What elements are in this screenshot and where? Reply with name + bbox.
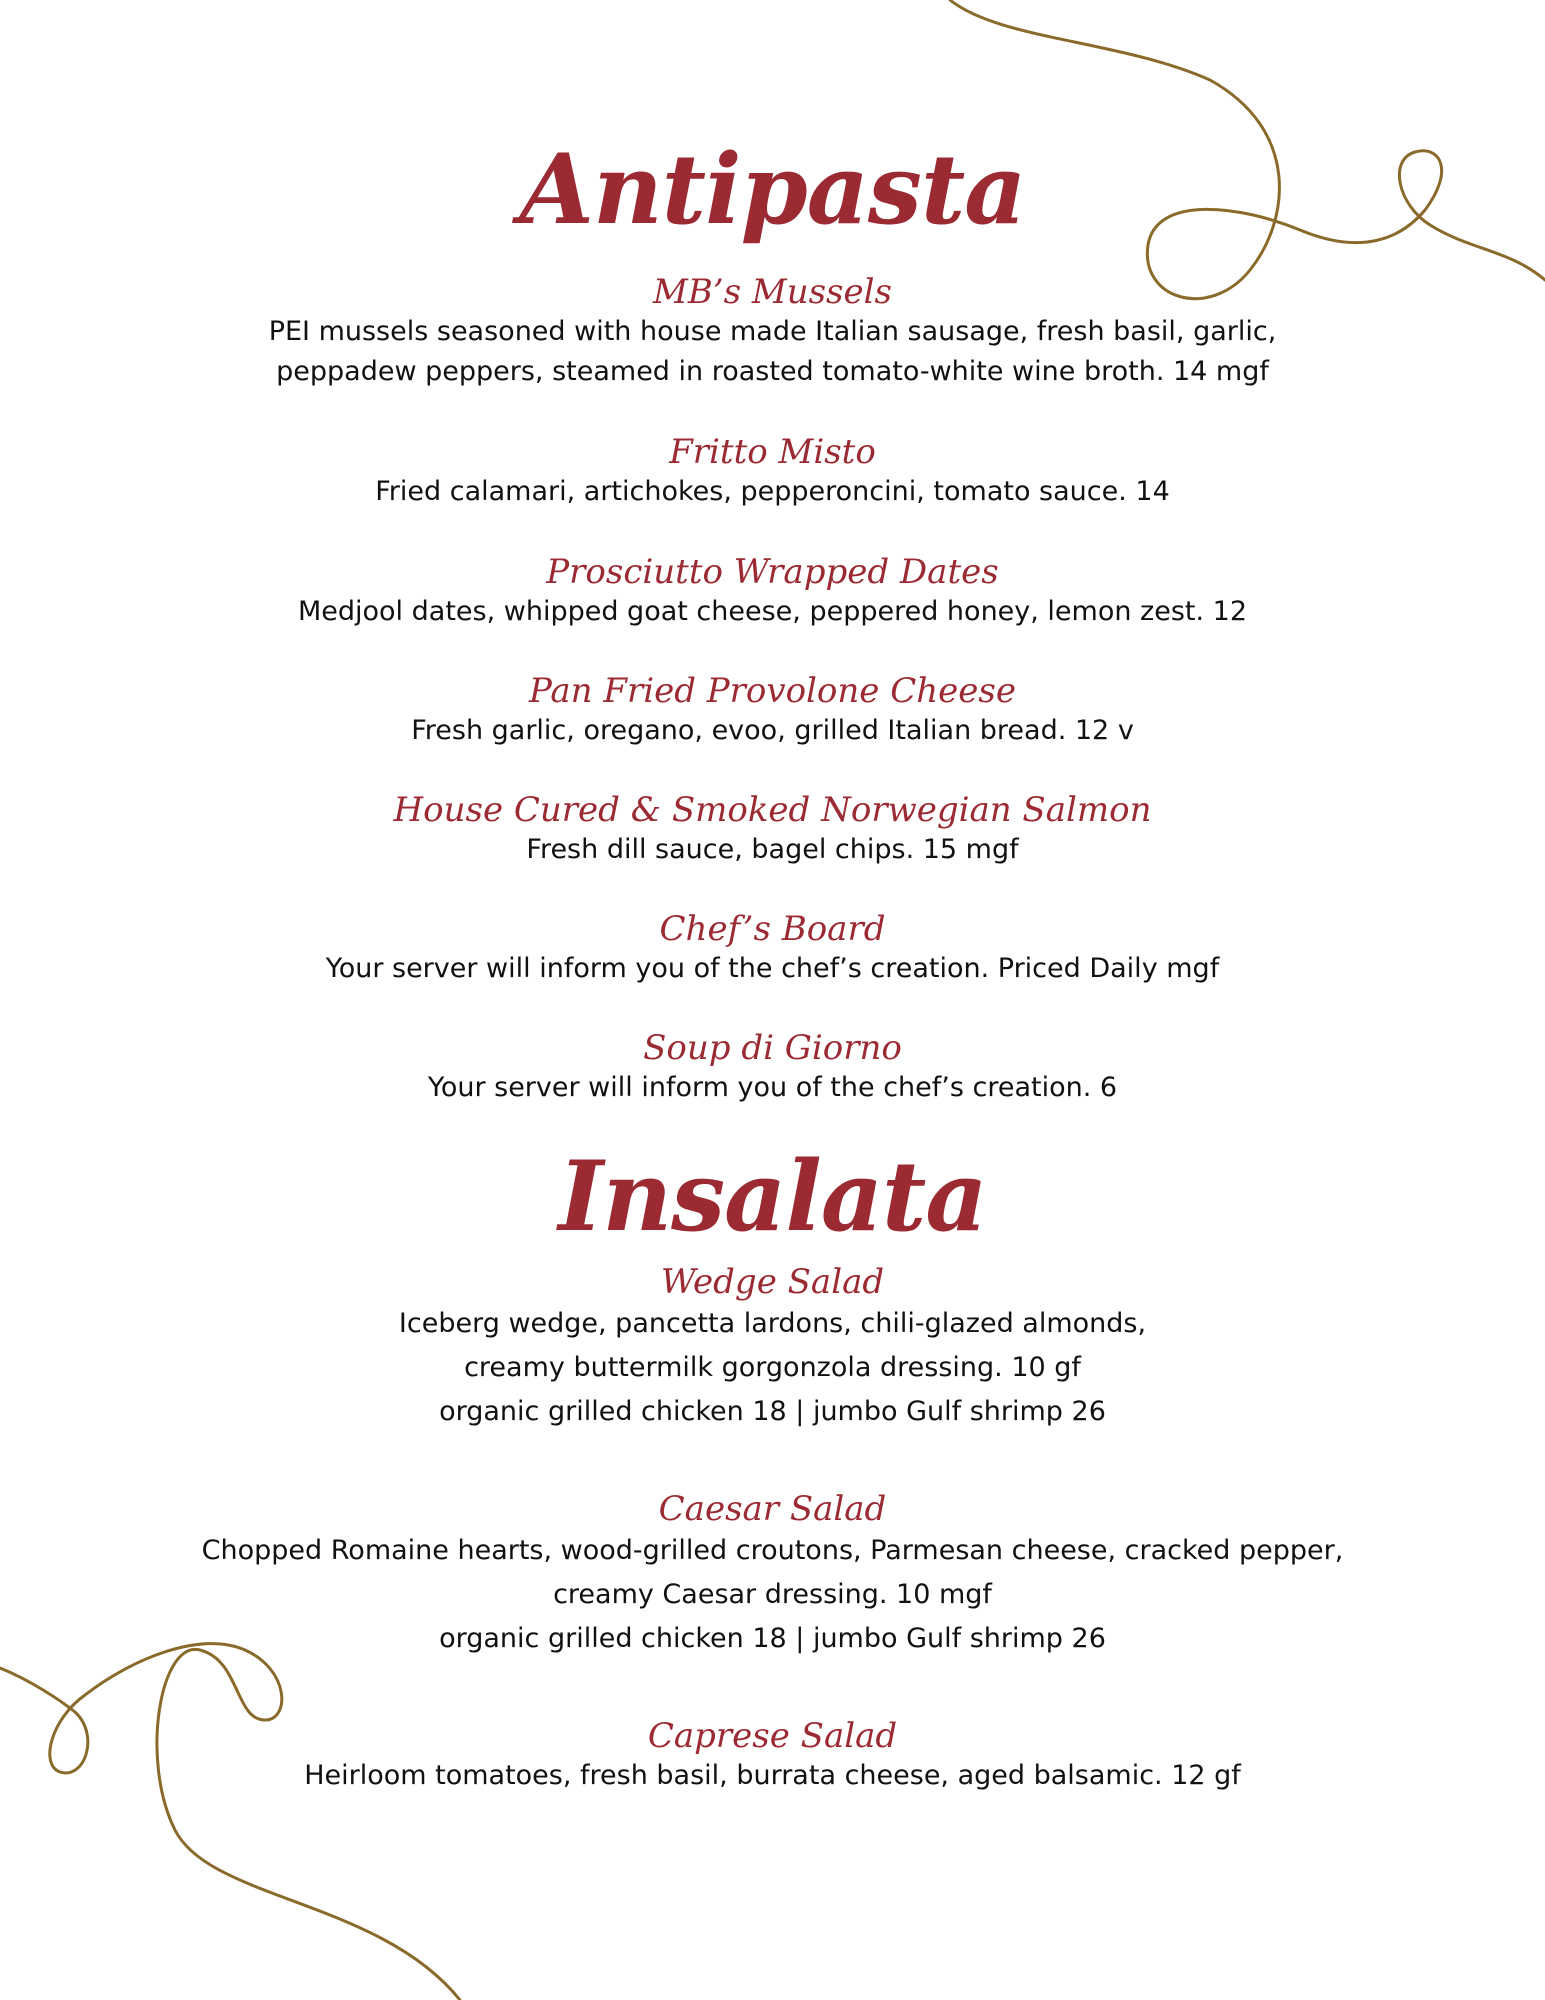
menu-item-mussels <box>0 272 1545 392</box>
menu-item-prosciutto-dates <box>0 552 1545 632</box>
item-name: Chef’s Board <box>659 909 886 949</box>
item-name: Caprese Salad <box>647 1716 898 1756</box>
menu-item-soup <box>0 1028 1545 1108</box>
section-title-insalata: Insalata <box>558 1140 987 1253</box>
item-name: Soup di Giorno <box>643 1028 902 1068</box>
item-description: organic grilled chicken 18 | jumbo Gulf shrimp 26 <box>439 1623 1106 1654</box>
section-title-antipasta: Antipasta <box>519 133 1026 246</box>
item-description: organic grilled chicken 18 | jumbo Gulf shrimp 26 <box>439 1396 1106 1427</box>
item-name: Caesar Salad <box>658 1489 887 1529</box>
item-name: House Cured & Smoked Norwegian Salmon <box>393 790 1152 830</box>
item-name: Fritto Misto <box>669 432 876 472</box>
item-name: MB’s Mussels <box>653 272 892 312</box>
item-description: Iceberg wedge, pancetta lardons, chili-glazed almonds, <box>398 1308 1147 1339</box>
menu-item-chefs-board <box>0 909 1545 989</box>
item-name: Pan Fried Provolone Cheese <box>529 671 1016 711</box>
item-description: PEI mussels seasoned with house made Italian sausage, fresh basil, garlic, <box>268 316 1277 347</box>
item-description: creamy buttermilk gorgonzola dressing. 10 gf <box>464 1352 1081 1383</box>
item-name: Prosciutto Wrapped Dates <box>546 552 999 592</box>
bottom-left-flourish-icon <box>0 1644 460 2000</box>
menu-item-salmon <box>0 790 1545 870</box>
menu-item-fritto-misto <box>0 432 1545 512</box>
item-description: creamy Caesar dressing. 10 mgf <box>553 1579 992 1610</box>
item-description: Medjool dates, whipped goat cheese, peppered honey, lemon zest. 12 <box>297 596 1248 627</box>
item-name: Wedge Salad <box>660 1262 885 1302</box>
menu-item-wedge-salad <box>0 1262 1545 1434</box>
item-description: Chopped Romaine hearts, wood-grilled croutons, Parmesan cheese, cracked pepper, <box>201 1535 1344 1566</box>
menu-item-caesar-salad <box>0 1489 1545 1661</box>
item-description: peppadew peppers, steamed in roasted tomato-white wine broth. 14 mgf <box>276 356 1269 387</box>
item-description: Fried calamari, artichokes, pepperoncini, tomato sauce. 14 <box>375 476 1170 507</box>
menu-item-provolone <box>0 671 1545 751</box>
item-description: Your server will inform you of the chef’s creation. 6 <box>427 1072 1118 1103</box>
item-description: Fresh garlic, oregano, evoo, grilled Italian bread. 12 v <box>411 715 1134 746</box>
item-description: Your server will inform you of the chef’s creation. Priced Daily mgf <box>325 953 1220 984</box>
menu-item-caprese-salad <box>0 1716 1545 1796</box>
item-description: Fresh dill sauce, bagel chips. 15 mgf <box>526 834 1019 865</box>
item-description: Heirloom tomatoes, fresh basil, burrata cheese, aged balsamic. 12 gf <box>304 1760 1241 1791</box>
